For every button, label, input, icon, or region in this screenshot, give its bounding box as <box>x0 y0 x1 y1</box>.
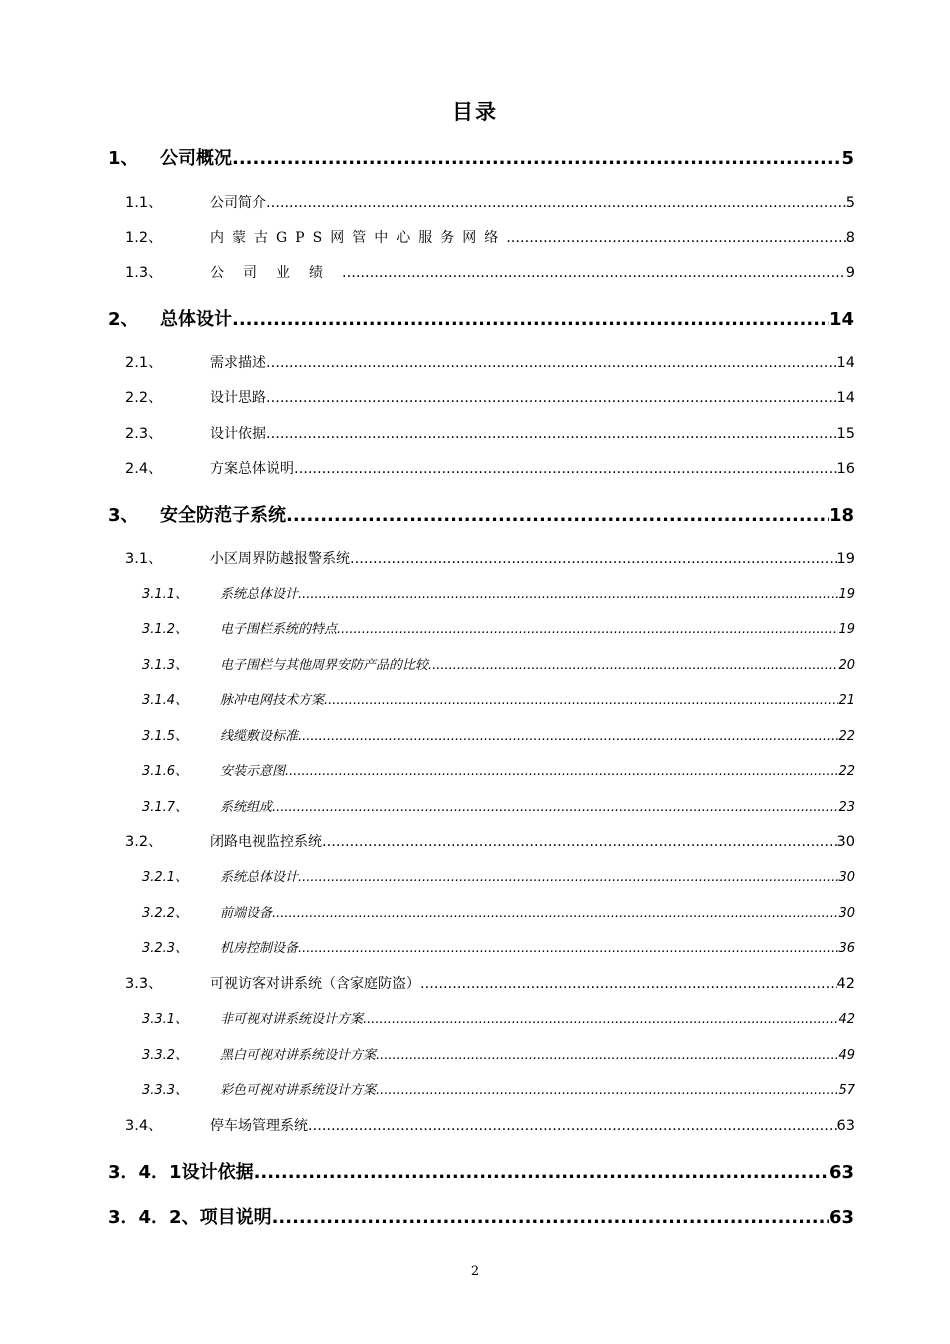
toc-entry-label: 安全防范子系统 <box>160 505 286 526</box>
toc-entry-number: 1.1、 <box>125 195 163 211</box>
toc-entry-3[interactable] <box>108 501 854 527</box>
toc-entry-page: 63 <box>836 1118 855 1134</box>
toc-leader-dots <box>254 1162 829 1183</box>
toc-entry-label: 黑白可视对讲系统设计方案 <box>220 1048 377 1063</box>
toc-leader-dots <box>298 941 838 956</box>
toc-entry-2-1[interactable] <box>125 351 855 372</box>
toc-entry-3-1-4[interactable] <box>142 689 855 708</box>
toc-leader-dots <box>266 195 846 211</box>
toc-entry-3-1[interactable] <box>125 547 855 568</box>
toc-entry-page: 63 <box>828 1207 854 1228</box>
toc-entry-label: 机房控制设备 <box>220 941 299 956</box>
toc-entry-label: 3．4．1设计依据 <box>108 1162 254 1183</box>
toc-entry-2[interactable] <box>108 305 854 331</box>
toc-entry-page: 14 <box>836 390 855 406</box>
toc-leader-dots <box>232 148 841 169</box>
toc-entry-page: 30 <box>836 834 855 850</box>
toc-entry-3-1-6[interactable] <box>142 760 855 779</box>
toc-entry-number: 3.3.1、 <box>142 1012 189 1027</box>
toc-entry-page: 63 <box>828 1162 854 1183</box>
toc-entry-page: 14 <box>828 309 854 330</box>
toc-entry-number: 2.3、 <box>125 426 163 442</box>
toc-entry-label: 系统总体设计 <box>220 870 299 885</box>
toc-leader-dots <box>272 1207 829 1228</box>
toc-entry-page: 22 <box>838 764 855 779</box>
toc-leader-dots <box>376 1048 838 1063</box>
toc-entry-number: 3.1.2、 <box>142 622 189 637</box>
toc-entry-3-2-3[interactable] <box>142 937 855 956</box>
toc-entry-label: 小区周界防越报警系统 <box>210 551 350 567</box>
toc-entry-2-2[interactable] <box>125 386 855 407</box>
toc-entry-label: 闭路电视监控系统 <box>210 834 322 850</box>
toc-leader-dots <box>308 1118 837 1134</box>
toc-leader-dots <box>337 622 838 637</box>
toc-entry-page: 5 <box>845 195 855 211</box>
toc-entry-label: 总体设计 <box>160 309 232 330</box>
toc-entry-label: 安装示意图 <box>220 764 286 779</box>
toc-entry-label: 停车场管理系统 <box>210 1118 308 1134</box>
toc-entry-number: 1.3、 <box>125 265 163 281</box>
toc-entry-1[interactable] <box>108 144 854 170</box>
toc-entry-number: 3.1.7、 <box>142 800 189 815</box>
toc-leader-dots <box>266 390 837 406</box>
toc-leader-dots <box>286 505 829 526</box>
toc-title: 目录 <box>452 100 498 124</box>
toc-leader-dots <box>506 230 846 246</box>
toc-entry-1-3[interactable] <box>125 261 855 282</box>
toc-entry-page: 20 <box>838 658 855 673</box>
toc-leader-dots <box>363 1012 838 1027</box>
toc-leader-dots <box>420 976 837 992</box>
toc-entry-label: 公司业绩 <box>210 265 342 281</box>
toc-leader-dots <box>272 906 838 921</box>
toc-entry-label: 方案总体说明 <box>210 461 294 477</box>
toc-entry-3-4[interactable] <box>125 1114 855 1135</box>
toc-entry-label: 系统组成 <box>220 800 273 815</box>
toc-entry-2-4[interactable] <box>125 457 855 478</box>
toc-entry-label: 可视访客对讲系统（含家庭防盗） <box>210 976 420 992</box>
toc-entry-page: 8 <box>845 230 855 246</box>
toc-entry-page: 5 <box>841 148 854 169</box>
toc-leader-dots <box>285 764 838 779</box>
toc-leader-dots <box>322 834 837 850</box>
toc-entry-number: 3.1.4、 <box>142 693 189 708</box>
toc-entry-number: 3.3、 <box>125 976 163 992</box>
toc-entry-1-1[interactable] <box>125 191 855 212</box>
toc-entry-number: 2.4、 <box>125 461 163 477</box>
toc-entry-number: 3.3.2、 <box>142 1048 189 1063</box>
toc-entry-3-2[interactable] <box>125 830 855 851</box>
toc-entry-label: 电子围栏与其他周界安防产品的比较 <box>220 658 429 673</box>
toc-entry-page: 9 <box>845 265 855 281</box>
toc-entry-page: 42 <box>836 976 855 992</box>
toc-leader-dots <box>342 265 846 281</box>
toc-leader-dots <box>266 355 837 371</box>
toc-entry-number: 3.2.2、 <box>142 906 189 921</box>
toc-entry-number: 3.2、 <box>125 834 163 850</box>
toc-entry-number: 3.2.1、 <box>142 870 189 885</box>
toc-entry-number: 3.1.1、 <box>142 587 189 602</box>
toc-entry-page: 30 <box>838 906 855 921</box>
toc-entry-number: 3.1.3、 <box>142 658 189 673</box>
toc-leader-dots <box>232 309 829 330</box>
toc-entry-3-1-1[interactable] <box>142 583 855 602</box>
toc-entry-number: 2.1、 <box>125 355 163 371</box>
toc-entry-page: 15 <box>836 426 855 442</box>
toc-entry-label: 彩色可视对讲系统设计方案 <box>220 1083 377 1098</box>
toc-entry-2-3[interactable] <box>125 422 855 443</box>
toc-entry-label: 公司简介 <box>210 195 266 211</box>
toc-entry-label: 非可视对讲系统设计方案 <box>220 1012 364 1027</box>
toc-leader-dots <box>298 870 838 885</box>
page-number: 2 <box>470 1264 480 1279</box>
toc-entry-3-1-3[interactable] <box>142 654 855 673</box>
toc-leader-dots <box>294 461 837 477</box>
toc-entry-page: 19 <box>838 587 855 602</box>
toc-entry-3-4-1[interactable] <box>108 1158 854 1184</box>
toc-entry-label: 系统总体设计 <box>220 587 299 602</box>
toc-entry-page: 49 <box>838 1048 855 1063</box>
toc-entry-label: 内蒙古GPS网管中心服务网络 <box>210 230 507 246</box>
toc-entry-page: 57 <box>838 1083 855 1098</box>
toc-leader-dots <box>266 426 837 442</box>
toc-entry-page: 23 <box>838 800 855 815</box>
toc-entry-label: 前端设备 <box>220 906 273 921</box>
toc-entry-number: 2.2、 <box>125 390 163 406</box>
toc-entry-number: 3.1.5、 <box>142 729 189 744</box>
toc-entry-3-2-2[interactable] <box>142 902 855 921</box>
toc-entry-number: 3.2.3、 <box>142 941 189 956</box>
toc-entry-page: 22 <box>838 729 855 744</box>
toc-entry-3-3-3[interactable] <box>142 1079 855 1098</box>
toc-entry-page: 36 <box>838 941 855 956</box>
toc-leader-dots <box>272 800 838 815</box>
toc-entry-number: 2、 <box>108 309 139 330</box>
toc-leader-dots <box>350 551 837 567</box>
toc-entry-label: 电子围栏系统的特点 <box>220 622 338 637</box>
toc-entry-label: 公司概况 <box>160 148 232 169</box>
toc-entry-3-3-1[interactable] <box>142 1008 855 1027</box>
toc-entry-1-2[interactable] <box>125 226 855 247</box>
toc-entry-label: 3．4．2、项目说明 <box>108 1207 272 1228</box>
toc-entry-page: 14 <box>836 355 855 371</box>
toc-entry-label: 脉冲电网技术方案 <box>220 693 325 708</box>
toc-entry-3-1-7[interactable] <box>142 796 855 815</box>
toc-entry-3-1-2[interactable] <box>142 618 855 637</box>
toc-entry-number: 3.3.3、 <box>142 1083 189 1098</box>
toc-entry-label: 需求描述 <box>210 355 266 371</box>
toc-entry-page: 30 <box>838 870 855 885</box>
toc-entry-3-3[interactable] <box>125 972 855 993</box>
toc-entry-label: 设计思路 <box>210 390 266 406</box>
toc-entry-page: 16 <box>836 461 855 477</box>
toc-entry-label: 线缆敷设标准 <box>220 729 299 744</box>
toc-entry-3-2-1[interactable] <box>142 866 855 885</box>
toc-entry-page: 19 <box>836 551 855 567</box>
toc-entry-page: 18 <box>828 505 854 526</box>
toc-entry-number: 1、 <box>108 148 139 169</box>
toc-entry-3-4-2[interactable] <box>108 1203 854 1229</box>
toc-leader-dots <box>376 1083 838 1098</box>
toc-entry-3-1-5[interactable] <box>142 725 855 744</box>
toc-entry-page: 42 <box>838 1012 855 1027</box>
toc-entry-number: 3、 <box>108 505 139 526</box>
toc-leader-dots <box>324 693 838 708</box>
toc-entry-page: 19 <box>838 622 855 637</box>
toc-entry-number: 1.2、 <box>125 230 163 246</box>
toc-leader-dots <box>428 658 838 673</box>
toc-entry-number: 3.1、 <box>125 551 163 567</box>
toc-entry-number: 3.1.6、 <box>142 764 189 779</box>
toc-entry-page: 21 <box>838 693 855 708</box>
toc-leader-dots <box>298 587 838 602</box>
toc-entry-3-3-2[interactable] <box>142 1044 855 1063</box>
toc-entry-label: 设计依据 <box>210 426 266 442</box>
toc-entry-number: 3.4、 <box>125 1118 163 1134</box>
toc-leader-dots <box>298 729 838 744</box>
